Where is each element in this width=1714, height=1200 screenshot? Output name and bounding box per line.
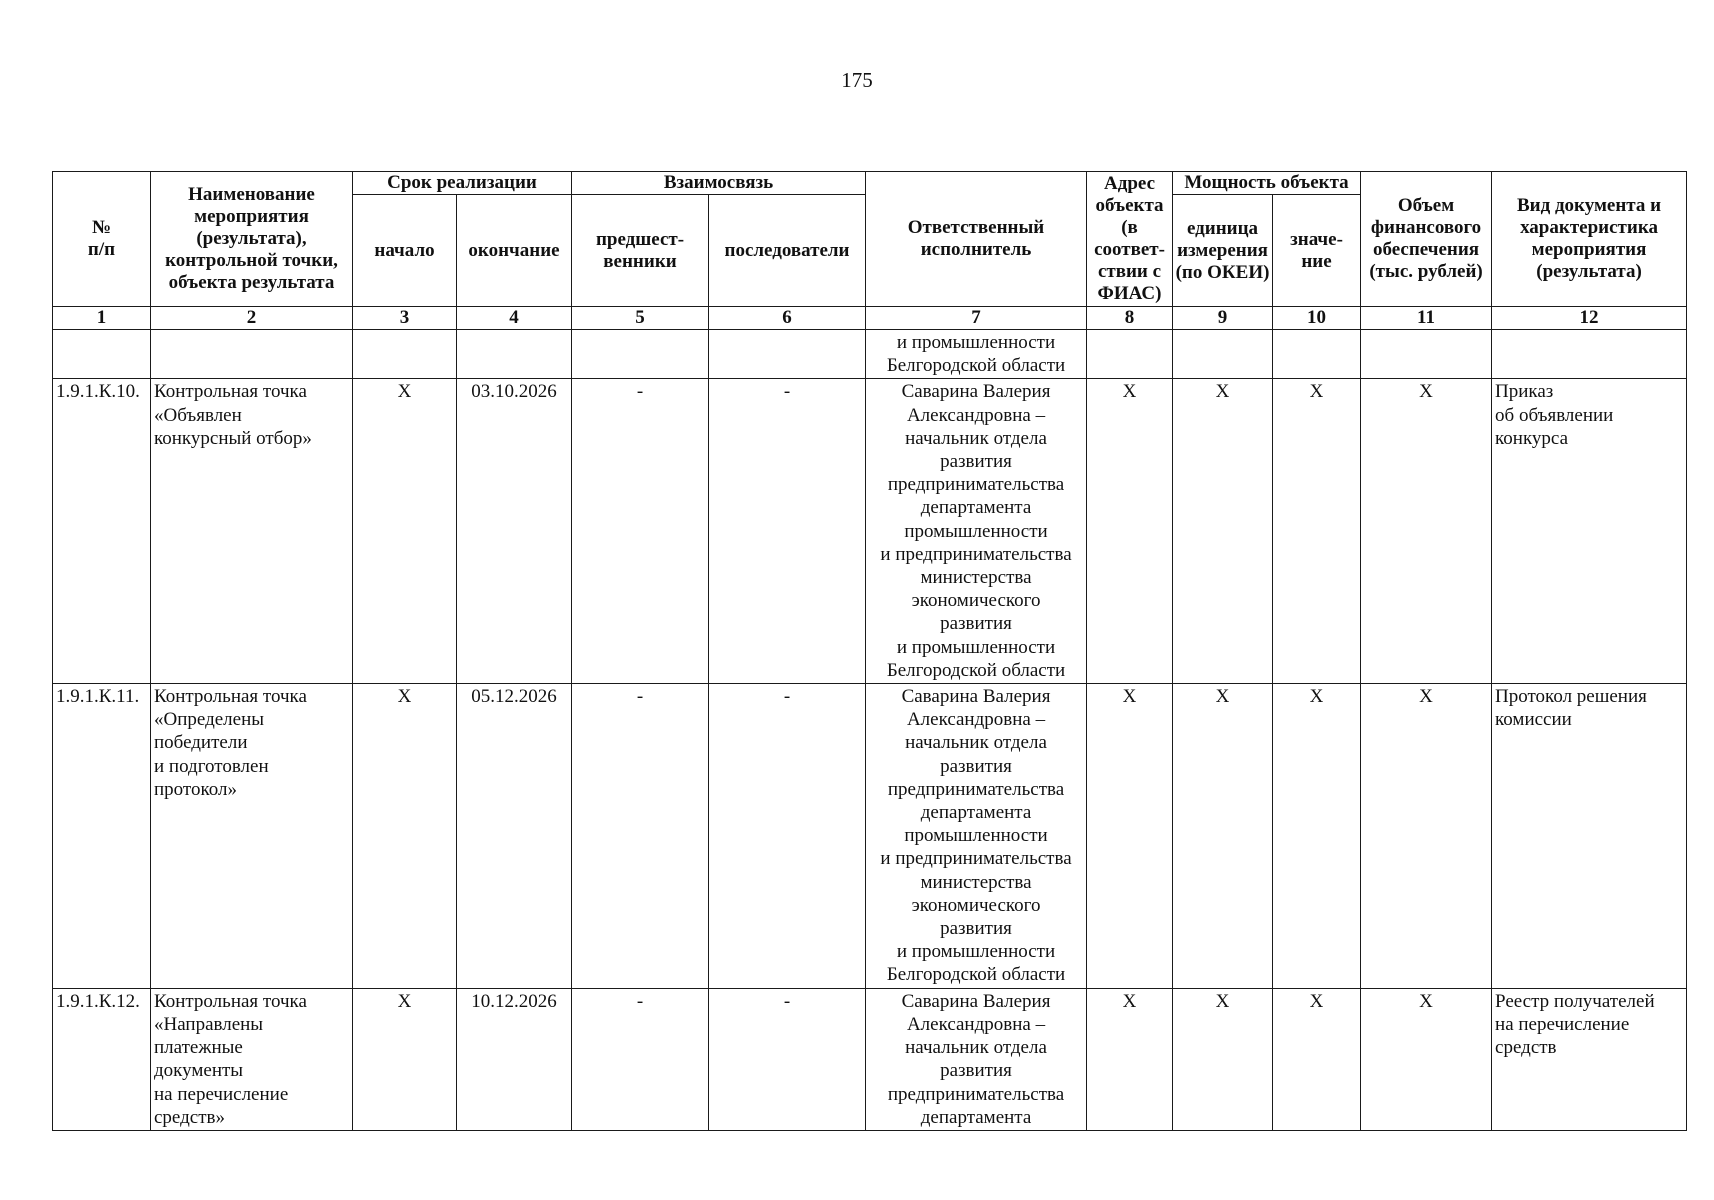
cell-finance: X [1361, 988, 1492, 1130]
cell-name: Контрольная точка «Определены победители и подготовлен протокол» [151, 684, 353, 989]
header-cap-unit: единица измерения (по ОКЕИ) [1173, 195, 1273, 307]
cell-value: X [1273, 988, 1361, 1130]
header-term-group: Срок реализации [353, 172, 572, 195]
cell-next: - [709, 988, 866, 1130]
col-number: 12 [1492, 307, 1687, 330]
cell-num: 1.9.1.К.10. [53, 379, 151, 684]
header-link-next: последователи [709, 195, 866, 307]
cell-doc: Протокол решения комиссии [1492, 684, 1687, 989]
header-name: Наименование мероприятия (результата), контрольной точки, объекта результата [151, 172, 353, 307]
cell-next: - [709, 684, 866, 989]
header-responsible: Ответственный исполнитель [866, 172, 1087, 307]
cell-prev [572, 330, 709, 379]
cell-end: 05.12.2026 [457, 684, 572, 989]
cell-doc: Приказ об объявлении конкурса [1492, 379, 1687, 684]
cell-unit [1173, 330, 1273, 379]
cell-finance: X [1361, 684, 1492, 989]
cell-num: 1.9.1.К.11. [53, 684, 151, 989]
cell-prev: - [572, 988, 709, 1130]
table-row [53, 330, 1687, 379]
plan-table [52, 171, 1687, 1131]
cell-value: X [1273, 684, 1361, 989]
cell-num: 1.9.1.К.12. [53, 988, 151, 1130]
page-number: 175 [841, 68, 873, 92]
header-cap-value: значе-ние [1273, 195, 1361, 307]
cell-unit: X [1173, 988, 1273, 1130]
header-term-end: окончание [457, 195, 572, 307]
header-term-start: начало [353, 195, 457, 307]
cell-start: X [353, 684, 457, 989]
cell-next [709, 330, 866, 379]
cell-num [53, 330, 151, 379]
cell-name: Контрольная точка «Объявлен конкурсный отбор» [151, 379, 353, 684]
col-number: 10 [1273, 307, 1361, 330]
table-row [53, 684, 1687, 989]
cell-unit: X [1173, 684, 1273, 989]
table-row [53, 988, 1687, 1130]
col-number: 11 [1361, 307, 1492, 330]
cell-name [151, 330, 353, 379]
cell-address: X [1087, 988, 1173, 1130]
col-number: 9 [1173, 307, 1273, 330]
header-link-group: Взаимосвязь [572, 172, 866, 195]
col-number: 5 [572, 307, 709, 330]
cell-responsible: Саварина Валерия Александровна – начальник отдела развития предпринимательства департамента промышленности и предпринимательства министерства экономического развития и промышленности Белгородской области [866, 684, 1087, 989]
cell-prev: - [572, 684, 709, 989]
cell-start: X [353, 379, 457, 684]
header-finance: Объем финансового обеспечения (тыс. рублей) [1361, 172, 1492, 307]
header-doc-type: Вид документа и характеристика мероприятия (результата) [1492, 172, 1687, 307]
table-row [53, 379, 1687, 684]
cell-value: X [1273, 379, 1361, 684]
cell-value [1273, 330, 1361, 379]
cell-end [457, 330, 572, 379]
cell-start: X [353, 988, 457, 1130]
header-link-prev: предшест-венники [572, 195, 709, 307]
cell-unit: X [1173, 379, 1273, 684]
col-number: 2 [151, 307, 353, 330]
col-number: 3 [353, 307, 457, 330]
header-num: № п/п [53, 172, 151, 307]
col-number: 1 [53, 307, 151, 330]
cell-next: - [709, 379, 866, 684]
col-number: 4 [457, 307, 572, 330]
cell-address: X [1087, 684, 1173, 989]
cell-responsible: Саварина Валерия Александровна – начальник отдела развития предпринимательства департамента [866, 988, 1087, 1130]
header-address: Адрес объекта (в соответ-ствии с ФИАС) [1087, 172, 1173, 307]
cell-end: 10.12.2026 [457, 988, 572, 1130]
cell-finance: X [1361, 379, 1492, 684]
cell-address: X [1087, 379, 1173, 684]
cell-responsible: и промышленности Белгородской области [866, 330, 1087, 379]
col-number: 8 [1087, 307, 1173, 330]
cell-name: Контрольная точка «Направлены платежные документы на перечисление средств» [151, 988, 353, 1130]
cell-end: 03.10.2026 [457, 379, 572, 684]
cell-responsible: Саварина Валерия Александровна – начальник отдела развития предпринимательства департамента промышленности и предпринимательства министерства экономического развития и промышленности Белгородской области [866, 379, 1087, 684]
cell-doc [1492, 330, 1687, 379]
cell-address [1087, 330, 1173, 379]
header-capacity-group: Мощность объекта [1173, 172, 1361, 195]
col-number: 6 [709, 307, 866, 330]
cell-start [353, 330, 457, 379]
cell-finance [1361, 330, 1492, 379]
col-number: 7 [866, 307, 1087, 330]
cell-doc: Реестр получателей на перечисление средств [1492, 988, 1687, 1130]
cell-prev: - [572, 379, 709, 684]
